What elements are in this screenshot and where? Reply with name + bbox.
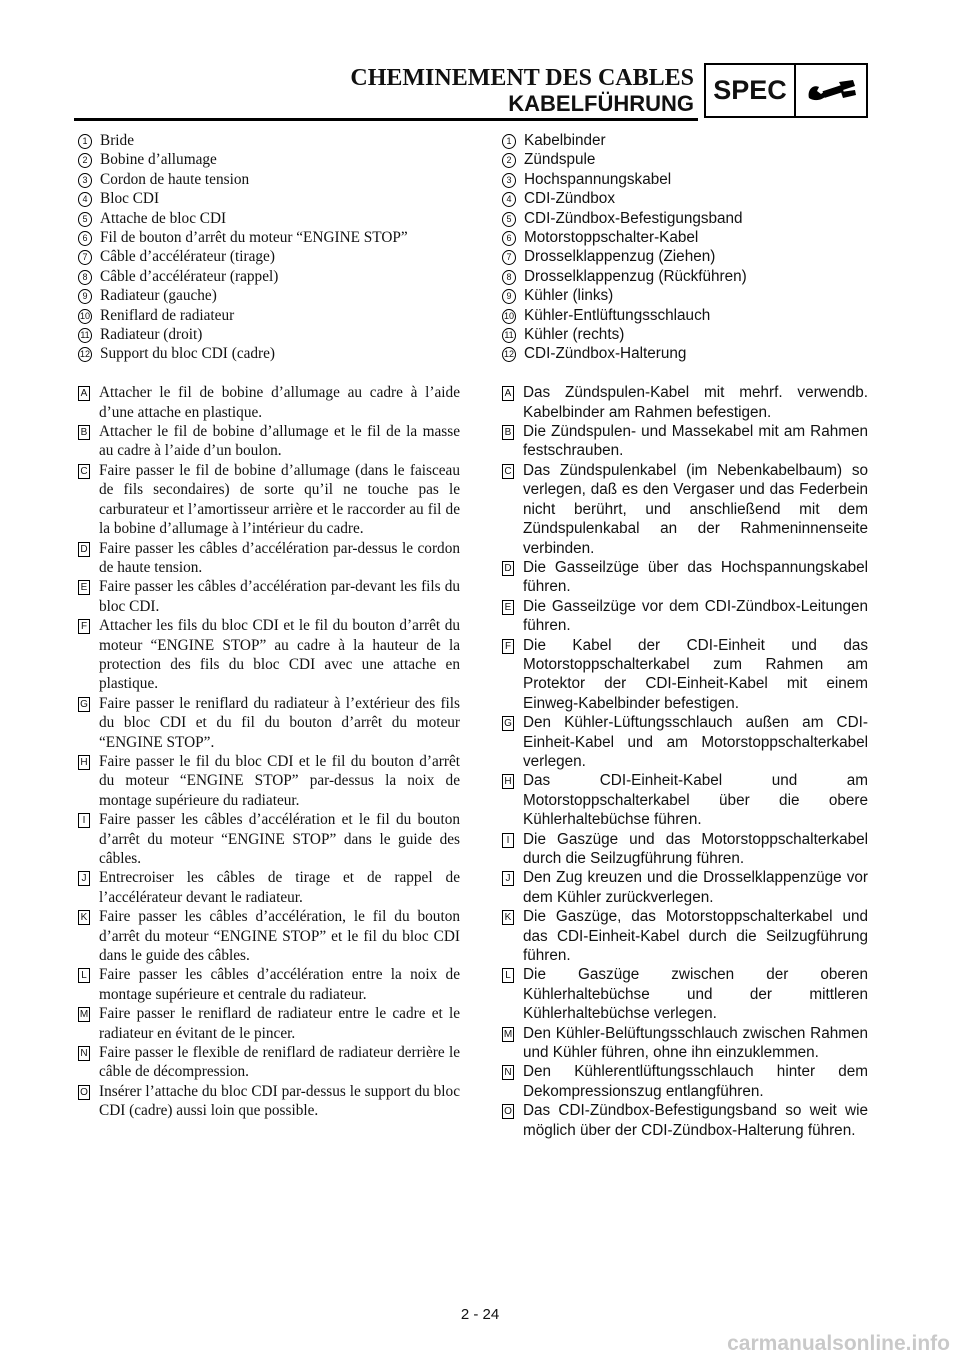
instruction-letter-badge: B <box>78 425 90 440</box>
part-item <box>78 228 460 247</box>
part-item <box>502 228 868 247</box>
instruction-letter-badge: F <box>502 639 514 654</box>
instruction-letter-badge: K <box>502 910 514 925</box>
instruction-item <box>78 694 460 752</box>
instruction-item <box>78 461 460 539</box>
title-german: KABELFÜHRUNG <box>508 91 694 116</box>
part-item <box>502 344 868 363</box>
instruction-item <box>502 558 868 597</box>
part-item <box>78 209 460 228</box>
instruction-text: Die Zündspulen- und Massekabel mit am Rahmen festschrauben. <box>523 423 868 460</box>
instruction-letter-badge: L <box>78 968 90 983</box>
part-number-badge: 3 <box>502 173 516 188</box>
part-label: CDI-Zündbox-Halterung <box>524 345 687 363</box>
part-label: Kabelbinder <box>524 132 606 149</box>
instruction-text: Die Gasseilzüge über das Hochspannungskabel führen. <box>523 558 868 596</box>
part-number-badge: 7 <box>78 250 92 265</box>
part-label: Attache de bloc CDI <box>100 209 227 227</box>
instruction-item <box>502 636 868 714</box>
part-item <box>502 306 868 325</box>
part-label: Radiateur (gauche) <box>100 287 217 305</box>
instruction-letter-badge: F <box>78 619 90 634</box>
part-item <box>502 267 868 286</box>
instruction-text: Die Gaszüge und das Motorstoppschalterkabel durch die Seilzugführung führen. <box>523 830 868 868</box>
part-label: Zündspule <box>524 151 596 169</box>
part-number-badge: 12 <box>502 347 516 362</box>
instruction-text: Das CDI-Zündbox-Befestigungsband so weit wie möglich über der CDI-Zündbox-Halterung führen. <box>523 1102 868 1139</box>
instruction-text: Attacher le fil de bobine d’allumage et le fil de la masse au cadre à l’aide d’un boulon. <box>99 423 460 460</box>
part-item <box>502 150 868 169</box>
spec-badge <box>704 63 868 118</box>
part-number-badge: 4 <box>78 192 92 207</box>
instruction-letter-badge: H <box>78 755 90 770</box>
instruction-text: Faire passer les câbles d’accélération et le fil du bouton d’arrêt du moteur “ENGINE STOP” dans le guide des câbles. <box>99 811 460 868</box>
part-item <box>502 131 868 150</box>
part-number-badge: 7 <box>502 250 516 265</box>
instruction-text: Faire passer les câbles d’accélération par-dessus le cordon de haute tension. <box>99 539 460 576</box>
part-number-badge: 10 <box>502 309 516 324</box>
instruction-text: Das Zündspulenkabel (im Nebenkabelbaum) so verlegen, daß es den Vergaser und das Federbein nicht berührt, und anschließend mit dem Zündspulenkabal an der Rahmeninnenseite verbinden. <box>523 461 868 557</box>
part-number-badge: 6 <box>78 231 92 246</box>
part-item <box>502 170 868 189</box>
part-number-badge: 9 <box>78 289 92 304</box>
instruction-item <box>78 907 460 965</box>
instruction-text: Attacher le fil de bobine d’allumage au cadre à l’aide d’une attache en plastique. <box>99 384 460 421</box>
spec-badge-label: SPEC <box>706 65 796 116</box>
instruction-text: Den Kühler-Lüftungsschlauch außen am CDI-Einheit-Kabel und am Motorstoppschalterkabel verlegen. <box>523 714 868 770</box>
instruction-item <box>502 771 868 829</box>
part-label: Support du bloc CDI (cadre) <box>100 345 276 363</box>
instruction-letter-badge: N <box>502 1065 514 1080</box>
part-number-badge: 8 <box>78 270 92 285</box>
part-item <box>78 131 460 150</box>
instruction-letter-badge: I <box>78 813 90 828</box>
instruction-item <box>78 383 460 422</box>
instruction-letter-badge: M <box>79 1009 89 1021</box>
instruction-letter-badge: O <box>502 1104 514 1119</box>
part-number-badge: 8 <box>502 270 516 285</box>
instruction-item <box>78 422 460 461</box>
part-item <box>502 325 868 344</box>
part-item <box>502 247 868 266</box>
part-item <box>78 306 460 325</box>
instruction-item <box>78 539 460 578</box>
part-item <box>502 209 868 228</box>
part-number-badge: 2 <box>502 153 516 168</box>
instruction-letter-badge: J <box>502 871 514 886</box>
instruction-letter-badge: I <box>502 833 514 848</box>
part-label: Drosselklappenzug (Rückführen) <box>524 267 747 285</box>
part-item <box>78 344 460 363</box>
part-label: Câble d’accélérateur (tirage) <box>100 248 275 266</box>
instruction-letter-badge: K <box>78 910 90 925</box>
part-number-badge: 10 <box>78 309 92 324</box>
instruction-letter-badge: A <box>78 386 90 401</box>
part-item <box>78 267 460 286</box>
instruction-text: Attacher les fils du bloc CDI et le fil du bouton d’arrêt du moteur “ENGINE STOP” au cadre à la hauteur de la protection des fils du bloc CDI avec une attache en plastique. <box>99 617 460 693</box>
part-item <box>78 170 460 189</box>
instruction-text: Den Kühler-Belüftungsschlauch zwischen Rahmen und Kühler führen, ohne ihn einzuklemmen. <box>523 1024 868 1062</box>
instruction-letter-badge: L <box>502 968 514 983</box>
part-number-badge: 4 <box>502 192 516 207</box>
instruction-text: Faire passer le reniflard de radiateur entre le cadre et le radiateur en évitant de le pincer. <box>99 1005 460 1042</box>
instruction-text: Faire passer le flexible de reniflard de radiateur derrière le câble de décompression. <box>99 1044 460 1081</box>
watermark: carmanualsonline.info <box>727 1332 950 1355</box>
instruction-letter-badge: G <box>502 716 514 731</box>
part-label: CDI-Zündbox-Befestigungsband <box>524 209 743 227</box>
instruction-item <box>502 965 868 1023</box>
instruction-letter-badge: E <box>502 600 514 615</box>
part-label: Bobine d’allumage <box>100 151 217 169</box>
part-number-badge: 12 <box>78 347 92 362</box>
section-gap <box>78 364 460 383</box>
header-divider <box>74 118 698 121</box>
instruction-item <box>502 422 868 461</box>
part-item <box>78 286 460 305</box>
part-number-badge: 5 <box>502 212 516 227</box>
part-number-badge: 5 <box>78 212 92 227</box>
instruction-item <box>78 1004 460 1043</box>
instruction-text: Faire passer le fil du bloc CDI et le fil du bouton d’arrêt du moteur “ENGINE STOP” par-dessus la noix de montage supérieure du radiateur. <box>99 752 460 809</box>
instruction-letter-badge: H <box>502 774 514 789</box>
instruction-item <box>78 810 460 868</box>
part-label: Kühler (links) <box>524 287 614 305</box>
instruction-item <box>502 907 868 965</box>
german-column <box>502 131 868 1140</box>
part-number-badge: 3 <box>78 173 92 188</box>
page-number: 2 - 24 <box>460 1306 500 1323</box>
instruction-item <box>78 1082 460 1121</box>
wrench-icon <box>796 65 866 116</box>
part-item <box>78 325 460 344</box>
part-number-badge: 6 <box>502 231 516 246</box>
instruction-item <box>78 965 460 1004</box>
instruction-text: Den Kühlerentlüftungsschlauch hinter dem Dekompressionszug entlangführen. <box>523 1063 868 1100</box>
instruction-letter-badge: O <box>78 1085 90 1100</box>
instruction-item <box>502 868 868 907</box>
instruction-text: Faire passer les câbles d’accélération, le fil du bouton d’arrêt du moteur “ENGINE STOP” et le fil du bloc CDI dans le guide des câbles. <box>99 908 460 965</box>
instruction-item <box>502 461 868 558</box>
instruction-text: Das Zündspulen-Kabel mit mehrf. verwendb. Kabelbinder am Rahmen befestigen. <box>523 384 868 421</box>
instruction-text: Die Gaszüge zwischen der oberen Kühlerhaltebüchse und der mittleren Kühlerhaltebüchse verlegen. <box>523 966 868 1023</box>
instruction-text: Insérer l’attache du bloc CDI par-dessus le support du bloc CDI (cadre) aussi loin que possible. <box>99 1082 460 1120</box>
part-label: Radiateur (droit) <box>100 326 203 344</box>
part-number-badge: 1 <box>78 134 92 149</box>
part-item <box>78 150 460 169</box>
instruction-item <box>502 1101 868 1140</box>
instruction-item <box>502 713 868 771</box>
part-label: Bloc CDI <box>100 190 160 208</box>
page-header-titles <box>350 66 694 116</box>
instruction-text: Entrecroiser les câbles de tirage et de rappel de l’accélérateur devant le radiateur. <box>99 869 460 906</box>
instruction-item <box>502 1062 868 1101</box>
instruction-letter-badge: J <box>78 871 90 886</box>
instruction-text: Faire passer les câbles d’accélération par-devant les fils du bloc CDI. <box>99 578 460 615</box>
part-label: Câble d’accélérateur (rappel) <box>100 267 279 285</box>
instruction-item <box>502 383 868 422</box>
part-number-badge: 2 <box>78 153 92 168</box>
part-label: Drosselklappenzug (Ziehen) <box>524 248 716 266</box>
part-label: Motorstoppschalter-Kabel <box>524 229 699 247</box>
instruction-item <box>502 1024 868 1063</box>
part-number-badge: 1 <box>502 134 516 149</box>
instruction-text: Die Kabel der CDI-Einheit und das Motorstoppschalterkabel zum Rahmen am Protektor der CDI-Einheit-Kabel mit einem Einweg-Kabelbinder befestigen. <box>523 636 868 712</box>
part-label: Reniflard de radiateur <box>100 306 235 324</box>
part-label: Bride <box>100 132 134 149</box>
instruction-item <box>78 868 460 907</box>
part-label: Fil de bouton d’arrêt du moteur “ENGINE STOP” <box>100 229 408 247</box>
instruction-letter-badge: C <box>502 464 514 479</box>
instruction-item <box>502 597 868 636</box>
instruction-text: Faire passer les câbles d’accélération entre la noix de montage supérieure et centrale du radiateur. <box>99 966 460 1003</box>
instruction-letter-badge: G <box>78 697 90 712</box>
instruction-text: Faire passer le reniflard du radiateur à l’extérieur des fils du bloc CDI et du fil du bouton d’arrêt du moteur “ENGINE STOP”. <box>99 694 460 751</box>
part-item <box>502 189 868 208</box>
title-french: CHEMINEMENT DES CABLES <box>350 65 694 91</box>
part-number-badge: 11 <box>502 328 516 343</box>
part-number-badge: 11 <box>78 328 92 343</box>
instruction-text: Faire passer le fil de bobine d’allumage (dans le faisceau de fils secondaires) de sorte qu’il ne touche pas le carburateur et l’amortisseur arrière et le raccorder au fil de la bobine d’allumage à l’intérieur du cadre. <box>99 461 460 538</box>
instruction-item <box>78 1043 460 1082</box>
instruction-text: Die Gaszüge, das Motorstoppschalterkabel und das CDI-Einheit-Kabel durch die Seilzugführung führen. <box>523 908 868 965</box>
instruction-text: Den Zug kreuzen und die Drosselklappenzüge vor dem Kühler zurückverlegen. <box>523 869 868 906</box>
section-gap <box>502 364 868 383</box>
part-item <box>78 189 460 208</box>
part-label: Hochspannungskabel <box>524 170 672 188</box>
instruction-letter-badge: M <box>503 1028 513 1040</box>
instruction-letter-badge: C <box>78 464 90 479</box>
instruction-text: Das CDI-Einheit-Kabel und am Motorstoppschalterkabel über die obere Kühlerhaltebüchse führen. <box>523 772 868 829</box>
instruction-text: Die Gasseilzüge vor dem CDI-Zündbox-Leitungen führen. <box>523 597 868 635</box>
instruction-letter-badge: D <box>502 561 514 576</box>
part-item <box>78 247 460 266</box>
part-label: Kühler-Entlüftungsschlauch <box>524 306 711 324</box>
instruction-letter-badge: B <box>502 425 514 440</box>
part-label: CDI-Zündbox <box>524 190 615 208</box>
instruction-item <box>78 752 460 810</box>
instruction-item <box>78 616 460 694</box>
instruction-item <box>502 830 868 869</box>
instruction-letter-badge: N <box>78 1046 90 1061</box>
instruction-item <box>78 577 460 616</box>
french-column <box>78 131 460 1121</box>
instruction-letter-badge: E <box>78 580 90 595</box>
part-item <box>502 286 868 305</box>
part-number-badge: 9 <box>502 289 516 304</box>
instruction-letter-badge: A <box>502 386 514 401</box>
instruction-letter-badge: D <box>78 542 90 557</box>
part-label: Kühler (rechts) <box>524 326 625 344</box>
part-label: Cordon de haute tension <box>100 170 250 188</box>
